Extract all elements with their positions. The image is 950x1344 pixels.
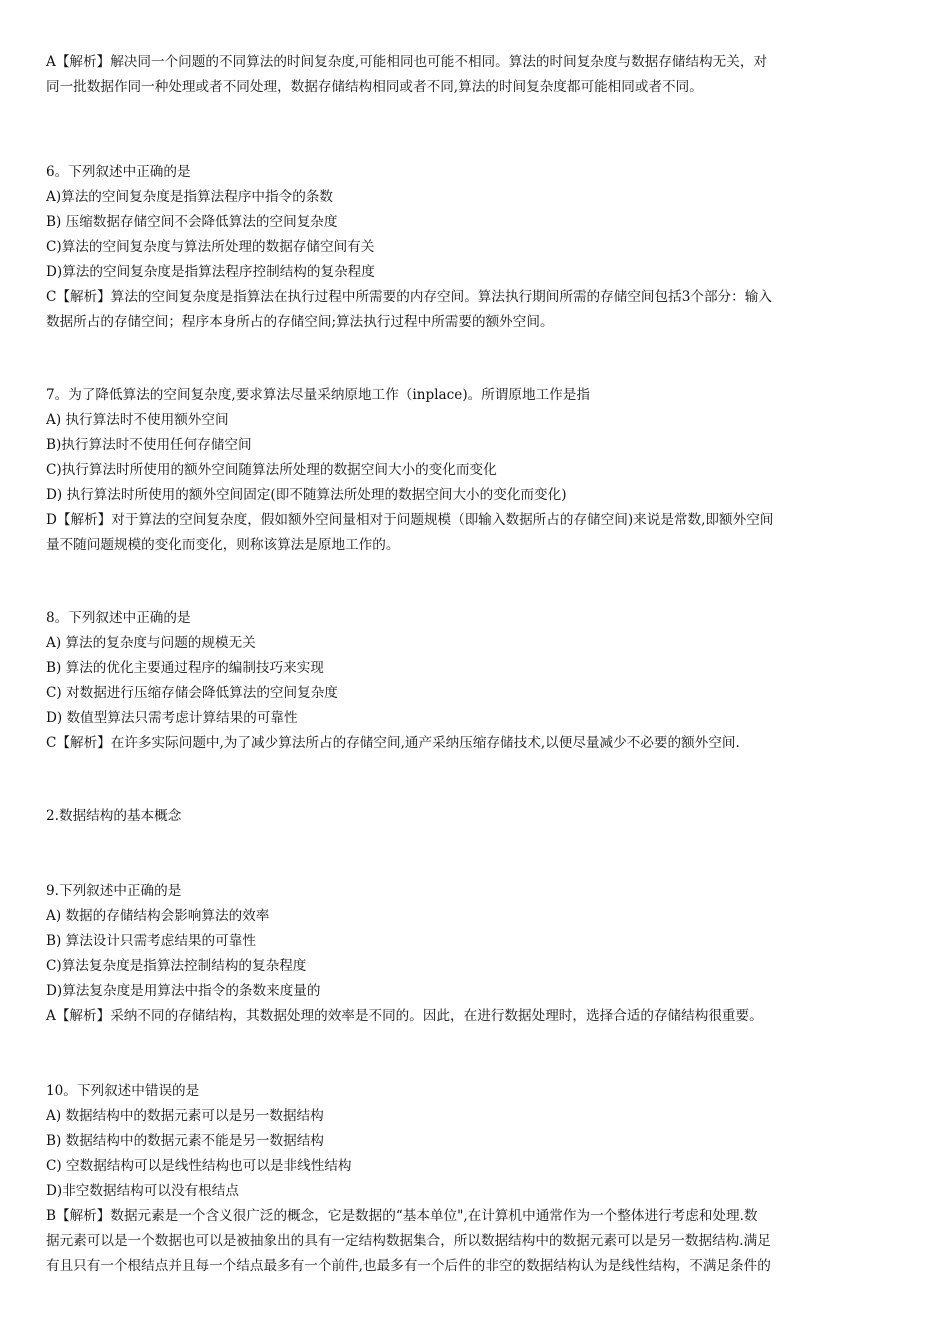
option-b: B)执行算法时不使用任何存储空间	[46, 437, 252, 453]
answer-line: A【解析】解决同一个问题的不同算法的时间复杂度,可能相同也可能不相同。算法的时间复杂度与数据存储结构无关，对	[46, 54, 768, 70]
question-8	[46, 606, 902, 756]
option-c: C)算法的空间复杂度与算法所处理的数据存储空间有关	[46, 239, 375, 255]
option-b: B) 算法设计只需考虑结果的可靠性	[46, 933, 256, 949]
answer-line: 同一批数据作同一种处理或者不同处理，数据存储结构相同或者不同,算法的时间复杂度都可能相同或者不同。	[46, 79, 703, 95]
question-9	[46, 879, 902, 1029]
question-text: 9.下列叙述中正确的是	[46, 883, 182, 899]
option-d: D)算法复杂度是用算法中指令的条数来度量的	[46, 983, 321, 999]
document-page	[46, 50, 902, 1279]
option-b: B) 压缩数据存储空间不会降低算法的空间复杂度	[46, 214, 338, 230]
question-text: 6。下列叙述中正确的是	[46, 164, 191, 180]
question-7	[46, 383, 902, 558]
answer-line: 数据所占的存储空间；程序本身所占的存储空间;算法执行过程中所需要的额外空间。	[46, 314, 554, 330]
question-text: 8。下列叙述中正确的是	[46, 610, 191, 626]
option-c: C) 对数据进行压缩存储会降低算法的空间复杂度	[46, 685, 338, 701]
option-a: A)算法的空间复杂度是指算法程序中指令的条数	[46, 189, 333, 205]
option-b: B) 数据结构中的数据元素不能是另一数据结构	[46, 1133, 324, 1149]
option-d: D)算法的空间复杂度是指算法程序控制结构的复杂程度	[46, 264, 375, 280]
option-c: C) 空数据结构可以是线性结构也可以是非线性结构	[46, 1158, 352, 1174]
option-a: A) 算法的复杂度与问题的规模无关	[46, 635, 256, 651]
option-d: D) 数值型算法只需考虑计算结果的可靠性	[46, 710, 298, 726]
answer-line: D【解析】对于算法的空间复杂度，假如额外空间量相对于问题规模（即输入数据所占的存储空间)来说是常数,即额外空间	[46, 512, 774, 528]
option-b: B) 算法的优化主要通过程序的编制技巧来实现	[46, 660, 324, 676]
question-text: 10。下列叙述中错误的是	[46, 1083, 200, 1099]
answer-line: A【解析】采纳不同的存储结构，其数据处理的效率是不同的。因此，在进行数据处理时，选择合适的存储结构很重要。	[46, 1008, 763, 1024]
answer-line: 量不随问题规模的变化而变化，则称该算法是原地工作的。	[46, 537, 400, 553]
answer-line: C【解析】在许多实际问题中,为了减少算法所占的存储空间,通产采纳压缩存储技术,以便尽量减少不必要的额外空间.	[46, 735, 740, 751]
question-text: 7。为了降低算法的空间复杂度,要求算法尽量采纳原地工作（inplace)。所谓原地工作是指	[46, 387, 590, 403]
option-d: D) 执行算法时所使用的额外空间固定(即不随算法所处理的数据空间大小的变化而变化)	[46, 487, 567, 503]
question-6	[46, 160, 902, 335]
answer-line: 有且只有一个根结点并且每一个结点最多有一个前件,也最多有一个后件的非空的数据结构认为是线性结构，不满足条件的	[46, 1258, 771, 1274]
option-c: C)执行算法时所使用的额外空间随算法所处理的数据空间大小的变化而变化	[46, 462, 497, 478]
section-heading: 2.数据结构的基本概念	[46, 808, 182, 824]
option-d: D)非空数据结构可以没有根结点	[46, 1183, 239, 1199]
answer-line: B【解析】数据元素是一个含义很广泛的概念，它是数据的“基本单位",在计算机中通常作为一个整体进行考虑和处理.数	[46, 1208, 758, 1224]
option-a: A) 执行算法时不使用额外空间	[46, 412, 229, 428]
question-10	[46, 1079, 902, 1279]
answer-line: 据元素可以是一个数据也可以是被抽象出的具有一定结构数据集合，所以数据结构中的数据元素可以是另一数据结构.满足	[46, 1233, 771, 1249]
option-c: C)算法复杂度是指算法控制结构的复杂程度	[46, 958, 307, 974]
q5-answer	[46, 50, 902, 100]
option-a: A) 数据结构中的数据元素可以是另一数据结构	[46, 1108, 324, 1124]
answer-line: C【解析】算法的空间复杂度是指算法在执行过程中所需要的内存空间。算法执行期间所需的存储空间包括3个部分：输入	[46, 289, 772, 305]
option-a: A) 数据的存储结构会影响算法的效率	[46, 908, 270, 924]
